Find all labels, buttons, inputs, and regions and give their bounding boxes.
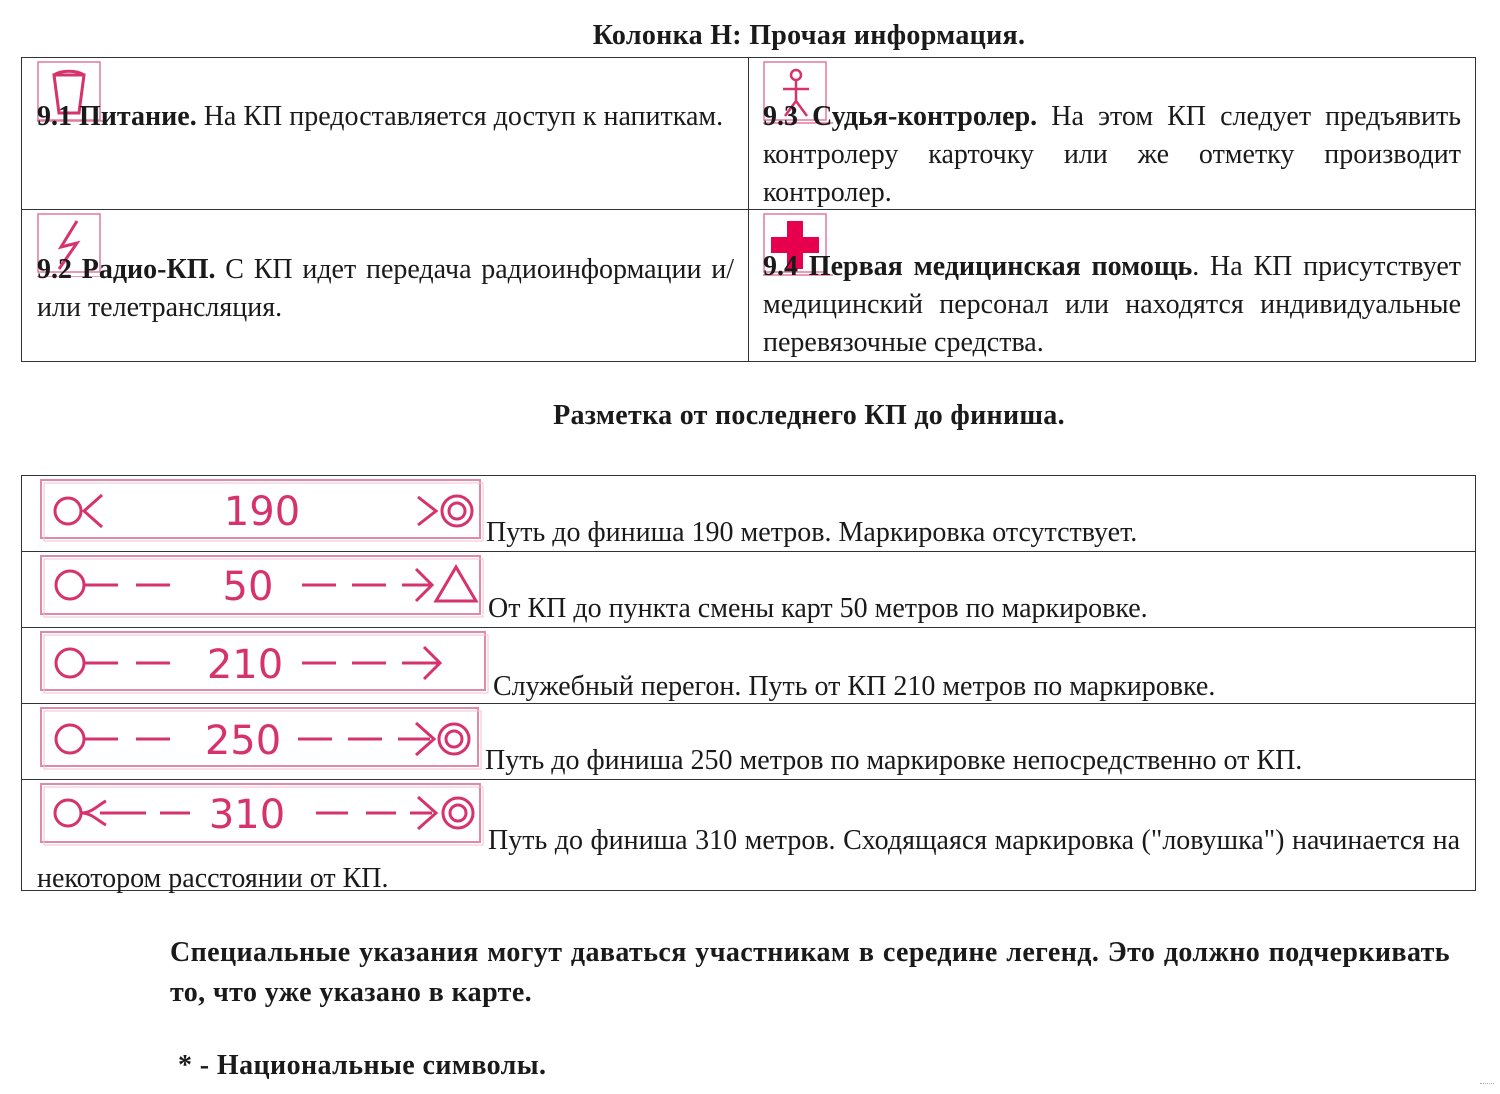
route-210-symbol <box>40 631 490 697</box>
route-50-distance: 50 <box>222 564 274 610</box>
marking-row-310 <box>22 780 1476 894</box>
route-210-distance: 210 <box>206 642 284 688</box>
route-190-symbol <box>40 479 485 545</box>
food-title: 9.1 Питание. <box>37 101 197 132</box>
radio-title: 9.2 Радио-КП. <box>37 254 216 285</box>
route-250-distance: 250 <box>204 718 282 764</box>
radio-text: С КП идет передача радиоинформации и/или телетрансляция. <box>37 254 734 323</box>
corner-dots <box>1480 1083 1494 1086</box>
route-250-text: Путь до финиша 250 метров по маркировке непосредственно от КП. <box>485 745 1303 776</box>
info-cell-radio <box>22 210 749 362</box>
first-aid-title: 9.4 Первая медицинская помощь <box>763 251 1193 282</box>
route-250-symbol <box>40 707 485 773</box>
column-h-title: Колонка H: Прочая информация. <box>592 20 1026 51</box>
first-aid-description <box>763 248 1461 362</box>
judge-text: На этом КП следует предъявить контролеру карточку или же отметку производит контролер. <box>763 101 1461 208</box>
food-description <box>37 98 734 136</box>
info-cell-first-aid <box>749 210 1476 362</box>
info-cell-judge <box>749 58 1476 210</box>
route-50-symbol <box>40 555 485 621</box>
marking-row-190 <box>22 476 1476 552</box>
marking-title: Разметка от последнего КП до финиша. <box>553 400 1065 431</box>
route-190-distance: 190 <box>223 489 301 535</box>
food-text: На КП предоставляется доступ к напиткам. <box>196 101 724 132</box>
special-instructions-note: Специальные указания могут даваться участникам в середине легенд. Это должно подчеркивать то, что уже указано в карте. <box>170 937 1450 1008</box>
marking-row-50 <box>22 552 1476 628</box>
judge-description <box>763 98 1461 212</box>
column-h-table <box>21 57 1476 362</box>
marking-row-250 <box>22 704 1476 780</box>
route-310-text: Путь до финиша 310 метров. Сходящаяся маркировка ("ловушка") начинается на некотором расстоянии от КП. <box>37 825 1460 894</box>
radio-description <box>37 251 734 327</box>
national-symbols-note: * - Национальные символы. <box>178 1050 547 1081</box>
info-cell-food <box>22 58 749 210</box>
route-210-text: Служебный перегон. Путь от КП 210 метров по маркировке. <box>493 671 1216 702</box>
marking-row-210 <box>22 628 1476 704</box>
route-310-distance: 310 <box>208 792 286 838</box>
first-aid-text: . На КП присутствует медицинский персонал или находятся индивидуальные перевязочные средства. <box>763 251 1461 358</box>
route-190-text: Путь до финиша 190 метров. Маркировка отсутствует. <box>486 517 1138 548</box>
route-50-text: От КП до пункта смены карт 50 метров по маркировке. <box>488 593 1148 624</box>
judge-title: 9.3 Судья-контролер. <box>763 101 1038 132</box>
marking-table <box>21 475 1476 894</box>
